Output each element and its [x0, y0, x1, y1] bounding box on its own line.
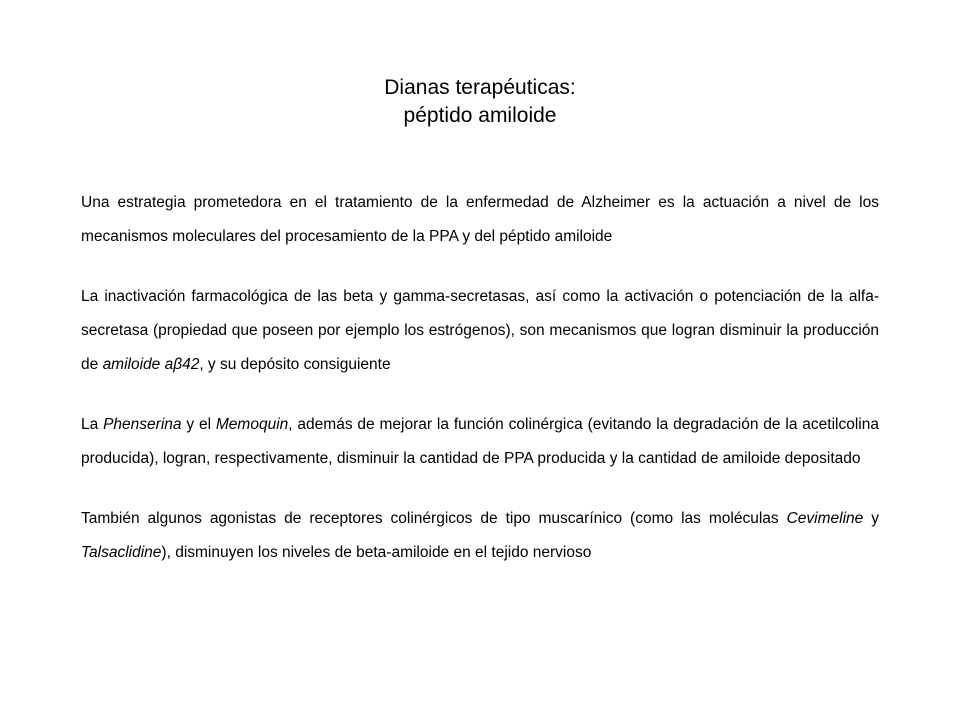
phenserina-term: Phenserina	[103, 416, 182, 433]
talsaclidine-term: Talsaclidine	[81, 544, 162, 561]
paragraph-strategy-text: Una estrategia prometedora en el tratamiento de la enfermedad de Alzheimer es la actuación a nivel de los mecanismos moleculares del procesamiento de la PPA y del péptido amiloide	[81, 194, 879, 245]
slide-body	[81, 186, 879, 596]
title-line-2: péptido amiloide	[403, 104, 557, 127]
paragraph-agonists-start: También algunos agonistas de receptores colinérgicos de tipo muscarínico (como las moléculas	[81, 510, 787, 527]
paragraph-secretases-end: , y su depósito consiguiente	[199, 356, 391, 373]
slide-title	[0, 74, 960, 130]
paragraph-phenserine	[81, 408, 879, 476]
paragraph-phenserine-mid: y el	[181, 416, 216, 433]
paragraph-secretases	[81, 280, 879, 382]
amyloid-ab42-term: amiloide aβ42	[102, 356, 200, 373]
cevimeline-term: Cevimeline	[786, 510, 864, 527]
paragraph-agonists	[81, 502, 879, 570]
paragraph-agonists-end: ), disminuyen los niveles de beta-amiloide en el tejido nervioso	[161, 544, 592, 561]
paragraph-phenserine-end: , además de mejorar la función colinérgica (evitando la degradación de la acetilcolina producida), logran, respectivamente, disminuir la cantidad de PPA producida y la cantidad de amiloide depositado	[81, 416, 879, 467]
paragraph-secretases-text: La inactivación farmacológica de las beta y gamma-secretasas, así como la activación o potenciación de la alfa-secretasa (propiedad que poseen por ejemplo los estrógenos), son mecanismos que logran disminuir la producción de	[81, 288, 879, 373]
paragraph-phenserine-start: La	[81, 416, 104, 433]
title-line-1: Dianas terapéuticas:	[384, 76, 576, 99]
paragraph-agonists-mid: y	[863, 510, 879, 527]
memoquin-term: Memoquin	[215, 416, 289, 433]
paragraph-strategy	[81, 186, 879, 254]
